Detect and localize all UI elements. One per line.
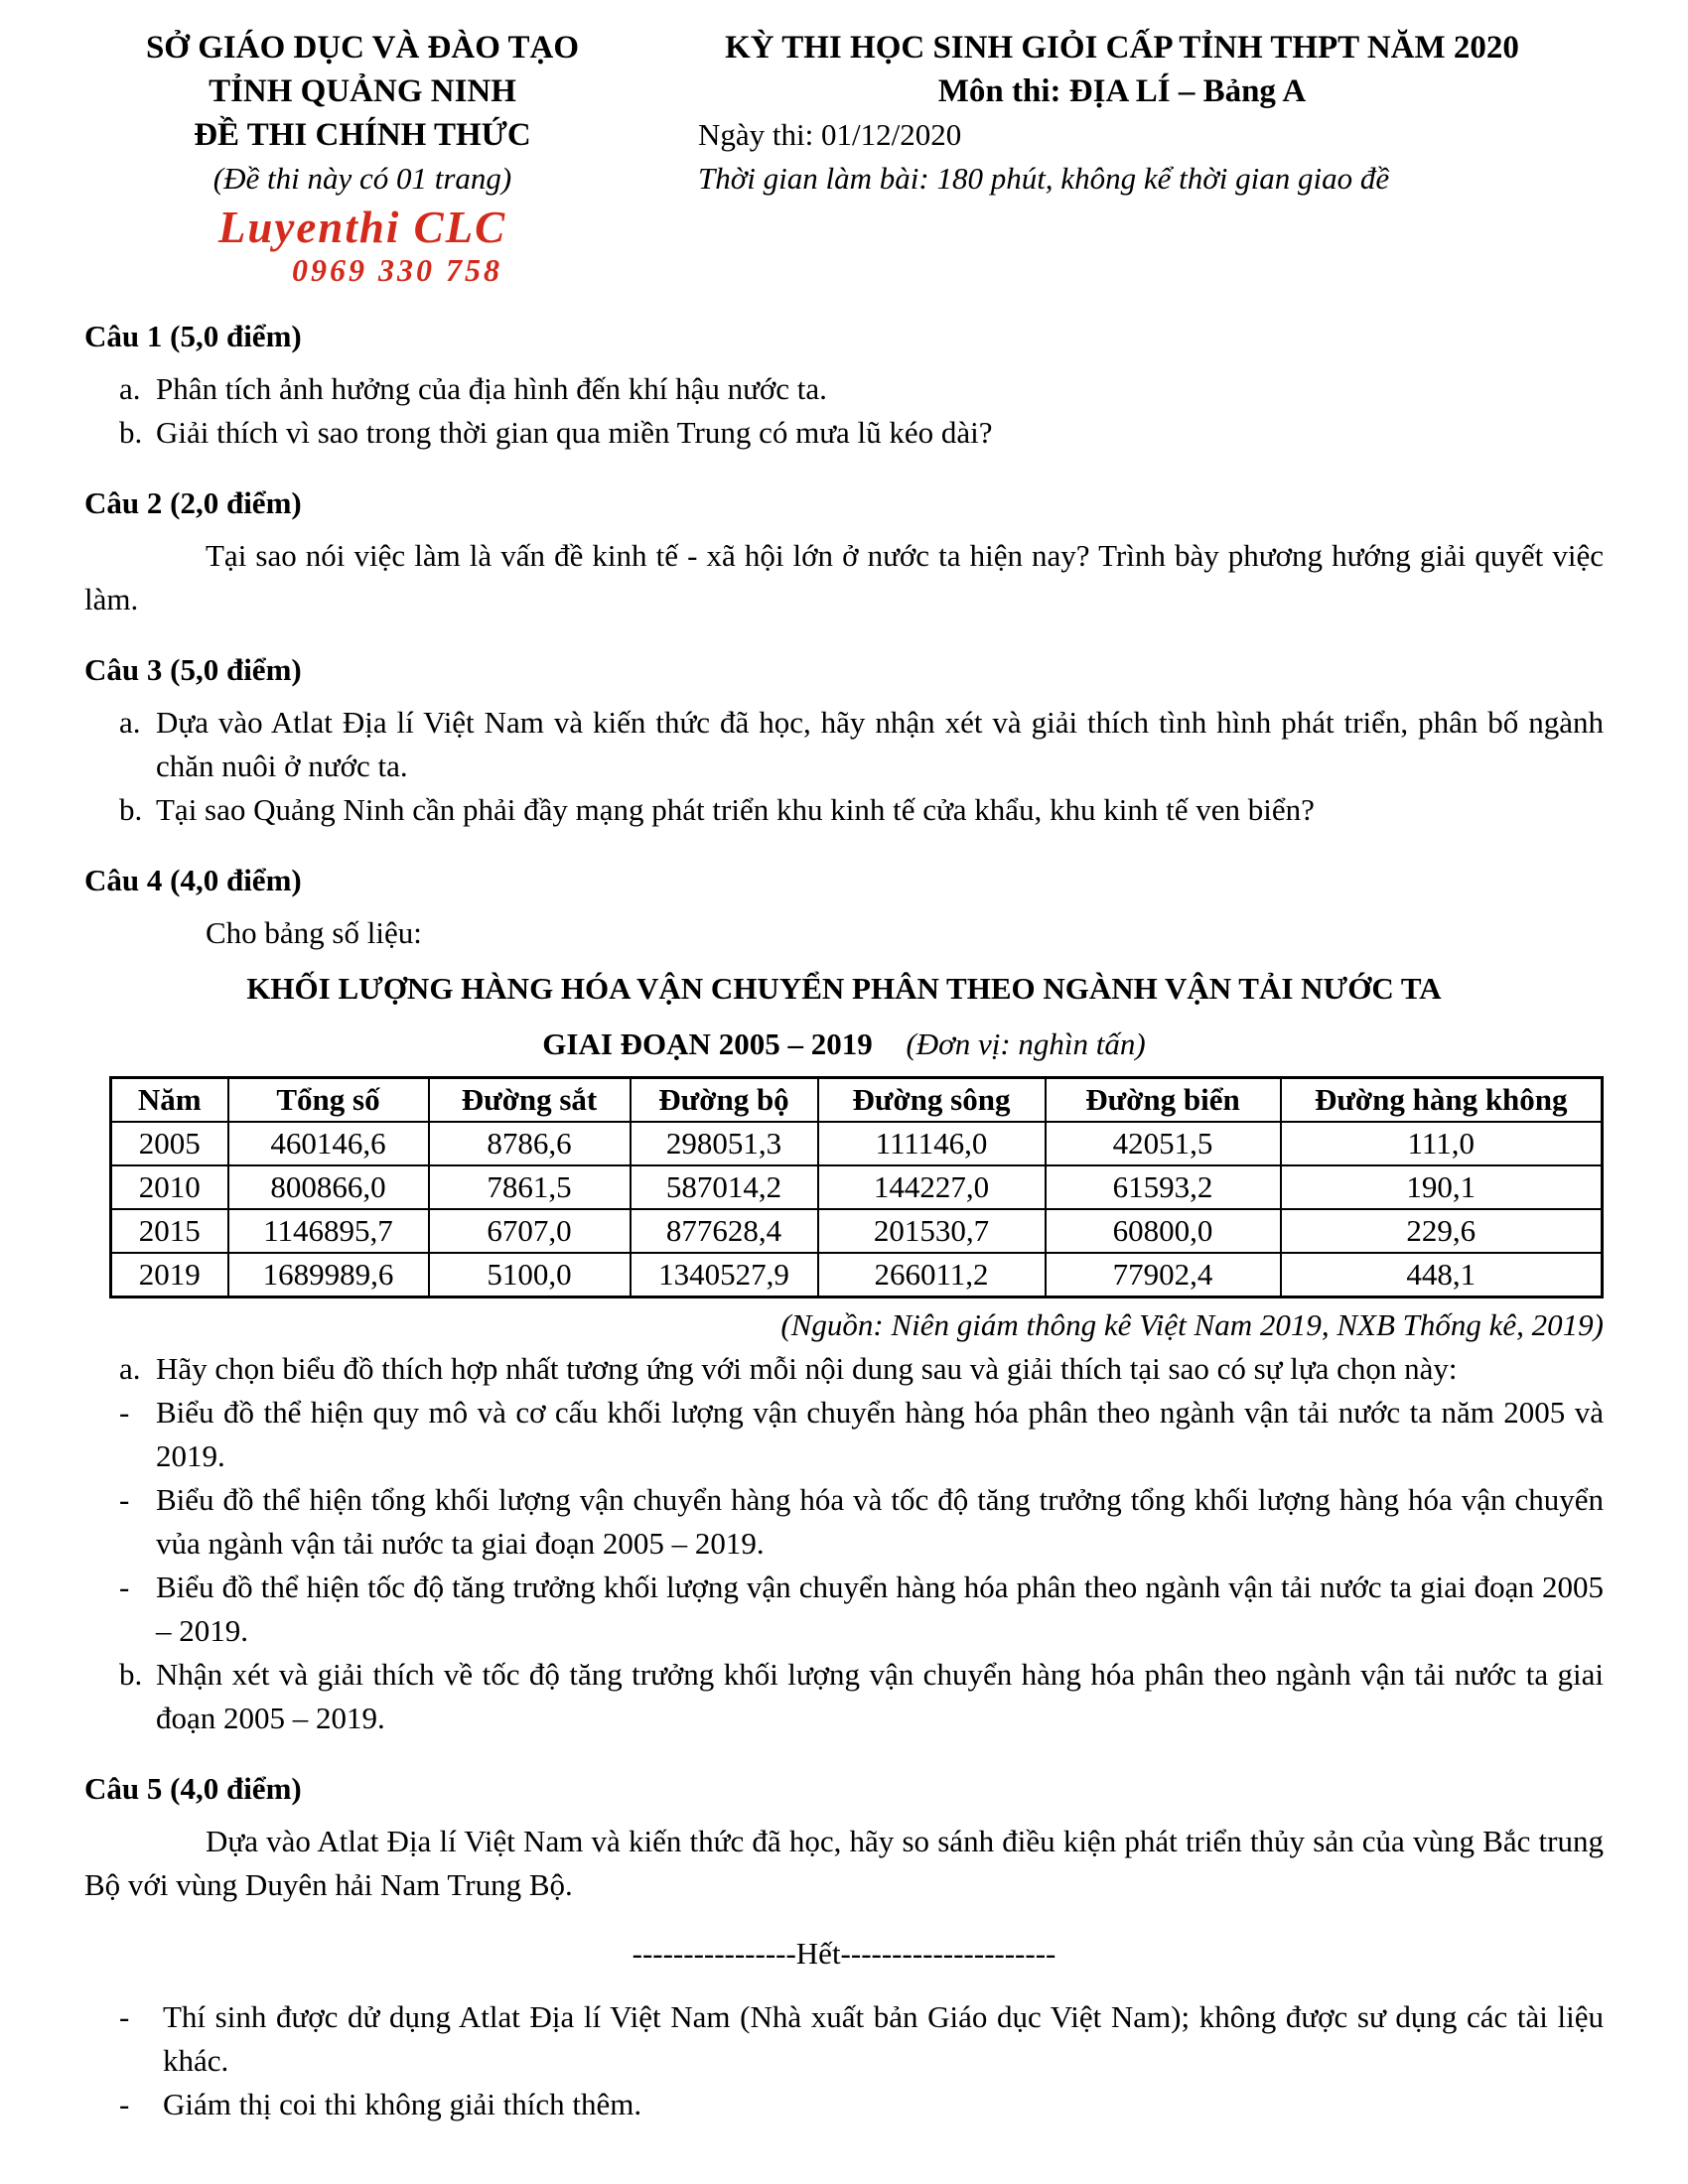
issuer-department: SỞ GIÁO DỤC VÀ ĐÀO TẠO [145,30,580,66]
item-text: Nhận xét và giải thích về tốc độ tăng trưởng khối lượng vận chuyển hàng hóa phân theo ngành vận tải nước ta giai đoạn 2005 – 2019. [156,1657,1604,1735]
question-5-heading: Câu 5 (4,0 điểm) [84,1771,302,1806]
table-cell: 877628,4 [631,1209,818,1253]
item-text: Phân tích ảnh hưởng của địa hình đến khí hậu nước ta. [156,371,827,406]
footer-note-1 [119,1995,1604,2083]
table-row [111,1122,1603,1165]
table-cell: 42051,5 [1046,1122,1281,1165]
table-header-cell: Đường sông [818,1078,1046,1123]
note-text: Thí sinh được dử dụng Atlat Địa lí Việt Nam (Nhà xuất bản Giáo dục Việt Nam); không được sư dụng các tài liệu khác. [163,1999,1604,2078]
question-4-bullet-2 [119,1478,1604,1566]
table-cell: 60800,0 [1046,1209,1281,1253]
official-exam-label: ĐỀ THI CHÍNH THỨC [194,117,531,153]
table-cell: 8786,6 [429,1122,631,1165]
question-4-heading: Câu 4 (4,0 điểm) [84,863,302,897]
question-4-bullet-1 [119,1391,1604,1478]
table-cell: 2005 [111,1122,228,1165]
logo-text: Luyenthi CLC [217,203,507,252]
logo-phone-number: 0969 330 758 [292,252,502,288]
table-header-cell: Năm [111,1078,228,1123]
question-1-heading: Câu 1 (5,0 điểm) [84,319,302,353]
item-marker: a. [119,1351,141,1386]
bullet-text: Biểu đồ thể hiện tổng khối lượng vận chuyển hàng hóa và tốc độ tăng trưởng tổng khối lượng hàng hóa vận chuyển vủa ngành vận tải nước ta giai đoạn 2005 – 2019. [156,1482,1604,1561]
item-text: Hãy chọn biểu đồ thích hợp nhất tương ứng với mỗi nội dung sau và giải thích tại sao có sự lựa chọn này: [156,1351,1458,1386]
table-cell: 2015 [111,1209,228,1253]
table-row [111,1165,1603,1209]
footer-note-2 [119,2083,1604,2126]
table-cell: 460146,6 [228,1122,429,1165]
freight-volume-table [109,1076,1604,1298]
exam-date: Ngày thi: 01/12/2020 [698,117,962,152]
header-left-block [84,26,640,288]
table-cell: 2010 [111,1165,228,1209]
question-4-bullet-3 [119,1566,1604,1653]
table-cell: 1146895,7 [228,1209,429,1253]
end-separator: ----------------Hết--------------------- [632,1936,1056,1971]
table-cell: 587014,2 [631,1165,818,1209]
item-marker: b. [119,1657,143,1692]
table-cell: 5100,0 [429,1253,631,1297]
exam-duration: Thời gian làm bài: 180 phút, không kể thời gian giao đề [698,161,1390,196]
table-cell: 77902,4 [1046,1253,1281,1297]
table-cell: 298051,3 [631,1122,818,1165]
table-cell: 2019 [111,1253,228,1297]
table-row [111,1209,1603,1253]
table-cell: 448,1 [1281,1253,1603,1297]
table-title-line2 [84,1023,1604,1066]
issuer-province: TỈNH QUẢNG NINH [209,73,516,109]
table-source-note: (Nguồn: Niên giám thông kê Việt Nam 2019, NXB Thống kê, 2019) [780,1307,1604,1342]
table-cell: 61593,2 [1046,1165,1281,1209]
table-header-cell: Tổng số [228,1078,429,1123]
header-right-block [640,26,1604,288]
table-cell: 229,6 [1281,1209,1603,1253]
item-marker: a. [119,705,141,740]
dash-bullet: - [119,2087,130,2121]
question-3-heading: Câu 3 (5,0 điểm) [84,652,302,687]
subject-line: Môn thi: ĐỊA LÍ – Bảng A [937,73,1307,109]
dash-bullet: - [119,1395,130,1430]
question-4-intro: Cho bảng số liệu: [206,915,422,950]
exam-title: KỲ THI HỌC SINH GIỎI CẤP TỈNH THPT NĂM 2020 [725,30,1519,66]
table-row [111,1253,1603,1297]
table-title-period: GIAI ĐOẠN 2005 – 2019 [542,1026,873,1061]
table-cell: 144227,0 [818,1165,1046,1209]
table-title-line1: KHỐI LƯỢNG HÀNG HÓA VẬN CHUYỂN PHÂN THEO NGÀNH VẬN TẢI NƯỚC TA [246,971,1442,1006]
dash-bullet: - [119,1999,130,2034]
table-header-cell: Đường sắt [429,1078,631,1123]
table-header-row [111,1078,1603,1123]
table-cell: 1340527,9 [631,1253,818,1297]
question-2-heading: Câu 2 (2,0 điểm) [84,485,302,520]
table-header-cell: Đường bộ [631,1078,818,1123]
question-2-paragraph: Tại sao nói việc làm là vấn đề kinh tế - xã hội lớn ở nước ta hiện nay? Trình bày phương hướng giải quyết việc làm. [84,538,1604,616]
question-5-paragraph: Dựa vào Atlat Địa lí Việt Nam và kiến thức đã học, hãy so sánh điều kiện phát triển thủy sản của vùng Bắc trung Bộ với vùng Duyên hải Nam Trung Bộ. [84,1824,1604,1902]
question-1-item-b [119,411,1604,455]
table-cell: 800866,0 [228,1165,429,1209]
table-cell: 7861,5 [429,1165,631,1209]
question-4-item-a [119,1347,1604,1391]
page-count-note: (Đề thi này có 01 trang) [212,161,512,196]
table-cell: 111146,0 [818,1122,1046,1165]
question-3-item-b [119,788,1604,832]
table-cell: 1689989,6 [228,1253,429,1297]
item-marker: b. [119,415,143,450]
table-cell: 111,0 [1281,1122,1603,1165]
item-marker: a. [119,371,141,406]
question-3-item-a [119,701,1604,788]
table-cell: 201530,7 [818,1209,1046,1253]
table-cell: 190,1 [1281,1165,1603,1209]
table-unit-note: (Đơn vị: nghìn tấn) [906,1026,1146,1061]
table-cell: 266011,2 [818,1253,1046,1297]
table-header-cell: Đường biển [1046,1078,1281,1123]
note-text: Giám thị coi thi không giải thích thêm. [163,2087,642,2121]
item-marker: b. [119,792,143,827]
document-header [84,26,1604,288]
table-header-cell: Đường hàng không [1281,1078,1603,1123]
question-1-item-a [119,367,1604,411]
item-text: Tại sao Quảng Ninh cần phải đầy mạng phát triển khu kinh tế cửa khẩu, khu kinh tế ven biển? [156,792,1315,827]
table-cell: 6707,0 [429,1209,631,1253]
dash-bullet: - [119,1570,130,1604]
item-text: Giải thích vì sao trong thời gian qua miền Trung có mưa lũ kéo dài? [156,415,993,450]
bullet-text: Biểu đồ thể hiện quy mô và cơ cấu khối lượng vận chuyển hàng hóa phân theo ngành vận tải nước ta năm 2005 và 2019. [156,1395,1604,1473]
dash-bullet: - [119,1482,130,1517]
luyenthi-clc-logo [84,203,640,288]
question-4-item-b [119,1653,1604,1740]
item-text: Dựa vào Atlat Địa lí Việt Nam và kiến thức đã học, hãy nhận xét và giải thích tình hình phát triển, phân bố ngành chăn nuôi ở nước ta. [156,705,1604,783]
bullet-text: Biểu đồ thể hiện tốc độ tăng trưởng khối lượng vận chuyển hàng hóa phân theo ngành vận tải nước ta giai đoạn 2005 – 2019. [156,1570,1604,1648]
